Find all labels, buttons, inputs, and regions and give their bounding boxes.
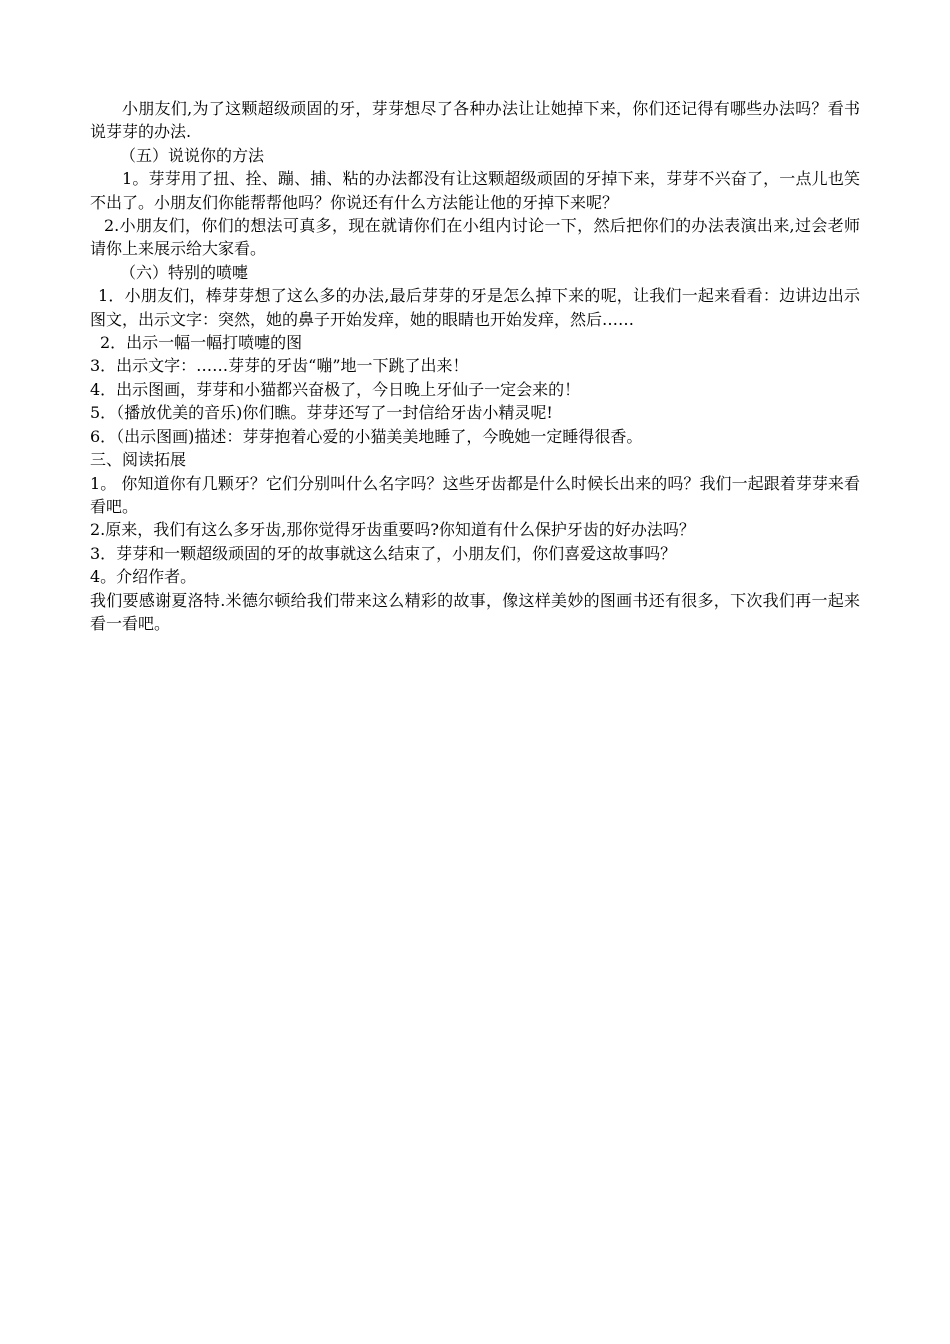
closing-paragraph: 我们要感谢夏洛特.米德尔顿给我们带来这么精彩的故事，像这样美妙的图画书还有很多，下次我们再一起来看一看吧。 — [90, 590, 860, 633]
paragraph-three-2: 2.原来，我们有这么多牙齿,那你觉得牙齿重要吗?你知道有什么保护牙齿的好办法吗？ — [90, 520, 695, 540]
paragraph-six-6: 6．（出示图画)描述：芽芽抱着心爱的小猫美美地睡了，今晚她一定睡得很香。 — [90, 426, 643, 446]
paragraph-three-1: 1。 你知道你有几颗牙？它们分别叫什么名字吗？这些牙齿都是什么时候长出来的吗？我们一起跟着芽芽来看看吧。 — [90, 473, 860, 516]
paragraph-six-5: 5．（播放优美的音乐)你们瞧。芽芽还写了一封信给牙齿小精灵呢! — [90, 403, 553, 423]
paragraph-six-1: 1．小朋友们，棒芽芽想了这么多的办法,最后芽芽的牙是怎么掉下来的呢，让我们一起来看看：边讲边出示图文，出示文字：突然，她的鼻子开始发痒，她的眼睛也开始发痒，然后…… — [90, 286, 860, 329]
section-heading-five: （五）说说你的方法 — [120, 145, 265, 165]
document-body — [90, 97, 860, 635]
paragraph-six-3: 3．出示文字：……芽芽的牙齿“嘣”地一下跳了出来！ — [90, 356, 469, 376]
paragraph-six-2: 2．出示一幅一幅打喷嚏的图 — [100, 333, 303, 353]
section-heading-six: （六）特别的喷嚏 — [120, 262, 249, 282]
paragraph-three-4: 4。介绍作者。 — [90, 567, 197, 587]
paragraph-three-3: 3．芽芽和一颗超级顽固的牙的故事就这么结束了，小朋友们，你们喜爱这故事吗？ — [90, 543, 677, 563]
paragraph-five-2: 2.小朋友们，你们的想法可真多，现在就请你们在小组内讨论一下，然后把你们的办法表演出来,过会老师请你上来展示给大家看。 — [90, 216, 860, 259]
paragraph-five-1: 1。芽芽用了扭、拴、蹦、捕、粘的办法都没有让这颗超级顽固的牙掉下来，芽芽不兴奋了，一点儿也笑不出了。小朋友们你能帮帮他吗？你说还有什么方法能让他的牙掉下来呢？ — [90, 169, 860, 212]
section-heading-three: 三、阅读拓展 — [90, 450, 187, 470]
paragraph-six-4: 4．出示图画，芽芽和小猫都兴奋极了，今日晚上牙仙子一定会来的！ — [90, 379, 581, 399]
intro-paragraph: 小朋友们,为了这颗超级顽固的牙，芽芽想尽了各种办法让让她掉下来，你们还记得有哪些办法吗？看书说芽芽的办法. — [90, 99, 860, 142]
